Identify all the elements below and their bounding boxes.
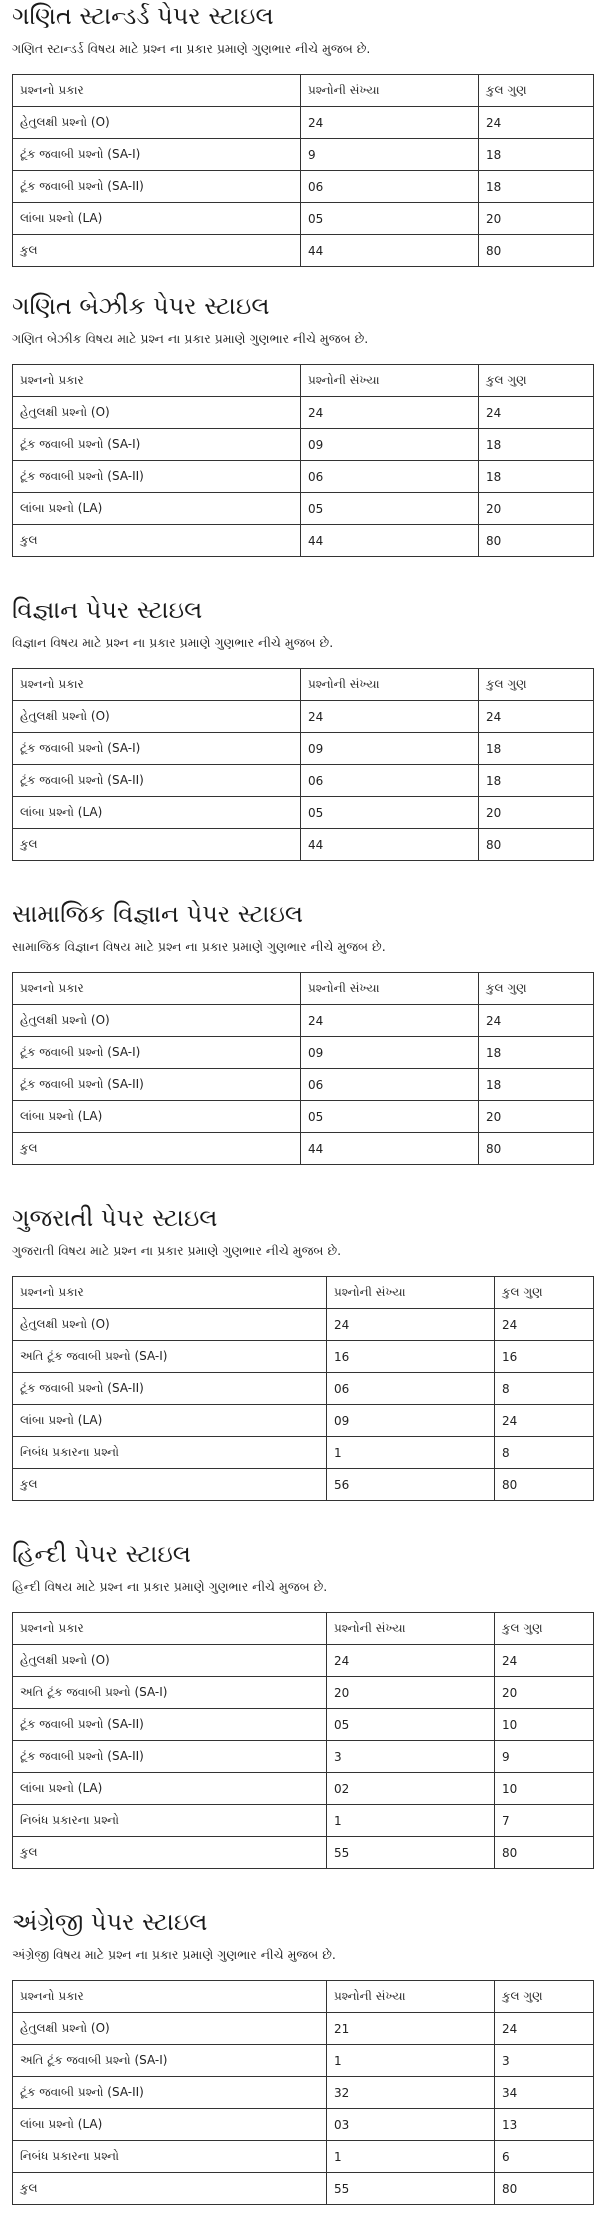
table-row (13, 1837, 594, 1869)
question-type-cell: લાંબા પ્રશ્નો (LA) (13, 1101, 301, 1133)
table-row (13, 797, 594, 829)
table-row (13, 733, 594, 765)
question-count-cell: 24 (301, 701, 479, 733)
total-marks-cell: 20 (479, 1101, 594, 1133)
question-count-cell: 06 (301, 461, 479, 493)
question-count-cell: 55 (327, 1837, 495, 1869)
table-row (13, 2077, 594, 2109)
question-count-cell: 21 (327, 2013, 495, 2045)
total-marks-cell: 10 (495, 1773, 594, 1805)
table-row (13, 1469, 594, 1501)
question-count-cell: 16 (327, 1341, 495, 1373)
table-row (13, 1373, 594, 1405)
table-row (13, 1741, 594, 1773)
question-type-cell: હેતુલક્ષી પ્રશ્નો (O) (13, 1309, 327, 1341)
question-type-cell: ટૂંક જવાબી પ્રશ્નો (SA-II) (13, 461, 301, 493)
question-type-cell: ટૂંક જવાબી પ્રશ્નો (SA-I) (13, 139, 301, 171)
total-marks-cell: 18 (479, 171, 594, 203)
paper-style-section (12, 290, 590, 586)
question-count-cell: 1 (327, 1805, 495, 1837)
section-description: અંગ્રેજી વિષય માટે પ્રશ્ન ના પ્રકાર પ્રમાણે ગુણભાર નીચે મુજબ છે. (12, 1947, 336, 1962)
question-count-cell: 44 (301, 525, 479, 557)
question-count-cell: 05 (301, 493, 479, 525)
total-marks-cell: 80 (495, 2173, 594, 2205)
question-type-cell: લાંબા પ્રશ્નો (LA) (13, 1405, 327, 1437)
total-marks-cell: 16 (495, 1341, 594, 1373)
question-type-cell: અતિ ટૂંક જવાબી પ્રશ્નો (SA-I) (13, 2045, 327, 2077)
table-row (13, 171, 594, 203)
question-count-cell: 1 (327, 2045, 495, 2077)
table-row (13, 397, 594, 429)
question-type-cell: કુલ (13, 1133, 301, 1165)
table-row (13, 107, 594, 139)
question-count-cell: 24 (301, 107, 479, 139)
question-count-cell: 05 (327, 1709, 495, 1741)
total-marks-cell: 10 (495, 1709, 594, 1741)
table-row (13, 1437, 594, 1469)
question-type-cell: નિબંધ પ્રકારના પ્રશ્નો (13, 1805, 327, 1837)
total-marks-cell: 24 (479, 397, 594, 429)
table-row (13, 1773, 594, 1805)
table-row (13, 2013, 594, 2045)
question-count-cell: 44 (301, 829, 479, 861)
section-title: ગણિત બેઝીક પેપર સ્ટાઇલ (12, 292, 270, 320)
marks-table (12, 1276, 594, 1501)
question-count-cell: 06 (327, 1373, 495, 1405)
section-title: અંગ્રેજી પેપર સ્ટાઇલ (12, 1908, 208, 1936)
question-type-cell: હેતુલક્ષી પ્રશ્નો (O) (13, 2013, 327, 2045)
question-type-cell: ટૂંક જવાબી પ્રશ્નો (SA-II) (13, 171, 301, 203)
marks-table (12, 1612, 594, 1869)
table-row (13, 493, 594, 525)
section-description: હિન્દી વિષય માટે પ્રશ્ન ના પ્રકાર પ્રમાણે ગુણભાર નીચે મુજબ છે. (12, 1579, 328, 1594)
table-row (13, 1645, 594, 1677)
question-count-cell: 55 (327, 2173, 495, 2205)
marks-table (12, 74, 594, 267)
table-row (13, 1069, 594, 1101)
total-marks-cell: 34 (495, 2077, 594, 2109)
column-header: પ્રશ્નોની સંખ્યા (301, 365, 479, 397)
table-row (13, 2141, 594, 2173)
table-row (13, 1341, 594, 1373)
paper-style-section (12, 898, 590, 1194)
total-marks-cell: 24 (495, 1309, 594, 1341)
column-header: પ્રશ્નોની સંખ્યા (327, 1277, 495, 1309)
question-type-cell: હેતુલક્ષી પ્રશ્નો (O) (13, 107, 301, 139)
marks-table (12, 668, 594, 861)
total-marks-cell: 20 (479, 203, 594, 235)
column-header: પ્રશ્નનો પ્રકાર (13, 75, 301, 107)
column-header: પ્રશ્નોની સંખ્યા (301, 973, 479, 1005)
question-type-cell: હેતુલક્ષી પ્રશ્નો (O) (13, 397, 301, 429)
question-count-cell: 09 (327, 1405, 495, 1437)
question-type-cell: ટૂંક જવાબી પ્રશ્નો (SA-II) (13, 1709, 327, 1741)
total-marks-cell: 18 (479, 139, 594, 171)
column-header: પ્રશ્નોની સંખ્યા (301, 669, 479, 701)
question-count-cell: 56 (327, 1469, 495, 1501)
question-type-cell: ટૂંક જવાબી પ્રશ્નો (SA-I) (13, 733, 301, 765)
question-type-cell: લાંબા પ્રશ્નો (LA) (13, 2109, 327, 2141)
paper-style-section (12, 1538, 590, 1898)
total-marks-cell: 7 (495, 1805, 594, 1837)
question-type-cell: ટૂંક જવાબી પ્રશ્નો (SA-I) (13, 429, 301, 461)
total-marks-cell: 20 (495, 1677, 594, 1709)
question-type-cell: હેતુલક્ષી પ્રશ્નો (O) (13, 1005, 301, 1037)
table-row (13, 525, 594, 557)
question-count-cell: 05 (301, 1101, 479, 1133)
column-header: પ્રશ્નોની સંખ્યા (327, 1613, 495, 1645)
column-header: પ્રશ્નનો પ્રકાર (13, 669, 301, 701)
column-header: પ્રશ્નનો પ્રકાર (13, 973, 301, 1005)
paper-style-section (12, 1906, 590, 2234)
table-header-row (13, 1613, 594, 1645)
question-type-cell: ટૂંક જવાબી પ્રશ્નો (SA-II) (13, 2077, 327, 2109)
question-count-cell: 1 (327, 2141, 495, 2173)
column-header: કુલ ગુણ (479, 973, 594, 1005)
total-marks-cell: 13 (495, 2109, 594, 2141)
section-title: સામાજિક વિજ્ઞાન પેપર સ્ટાઇલ (12, 900, 304, 928)
table-header-row (13, 75, 594, 107)
table-row (13, 1101, 594, 1133)
question-type-cell: નિબંધ પ્રકારના પ્રશ્નો (13, 2141, 327, 2173)
question-count-cell: 06 (301, 765, 479, 797)
column-header: કુલ ગુણ (479, 669, 594, 701)
section-description: ગુજરાતી વિષય માટે પ્રશ્ન ના પ્રકાર પ્રમાણે ગુણભાર નીચે મુજબ છે. (12, 1243, 342, 1258)
table-row (13, 701, 594, 733)
section-title: ગુજરાતી પેપર સ્ટાઇલ (12, 1204, 218, 1232)
total-marks-cell: 18 (479, 765, 594, 797)
question-count-cell: 1 (327, 1437, 495, 1469)
table-header-row (13, 365, 594, 397)
total-marks-cell: 20 (479, 493, 594, 525)
question-count-cell: 05 (301, 203, 479, 235)
total-marks-cell: 24 (495, 2013, 594, 2045)
question-type-cell: કુલ (13, 829, 301, 861)
table-row (13, 235, 594, 267)
question-type-cell: કુલ (13, 235, 301, 267)
total-marks-cell: 18 (479, 1037, 594, 1069)
question-type-cell: અતિ ટૂંક જવાબી પ્રશ્નો (SA-I) (13, 1677, 327, 1709)
total-marks-cell: 18 (479, 429, 594, 461)
question-count-cell: 24 (327, 1309, 495, 1341)
total-marks-cell: 80 (495, 1469, 594, 1501)
question-type-cell: નિબંધ પ્રકારના પ્રશ્નો (13, 1437, 327, 1469)
question-type-cell: ટૂંક જવાબી પ્રશ્નો (SA-I) (13, 1037, 301, 1069)
question-type-cell: ટૂંક જવાબી પ્રશ્નો (SA-II) (13, 1373, 327, 1405)
section-title: વિજ્ઞાન પેપર સ્ટાઇલ (12, 596, 203, 624)
question-count-cell: 9 (301, 139, 479, 171)
question-type-cell: ટૂંક જવાબી પ્રશ્નો (SA-II) (13, 765, 301, 797)
total-marks-cell: 24 (479, 1005, 594, 1037)
table-header-row (13, 1981, 594, 2013)
total-marks-cell: 3 (495, 2045, 594, 2077)
column-header: પ્રશ્નનો પ્રકાર (13, 365, 301, 397)
table-row (13, 1133, 594, 1165)
question-count-cell: 09 (301, 733, 479, 765)
table-row (13, 1005, 594, 1037)
question-type-cell: ટૂંક જવાબી પ્રશ્નો (SA-II) (13, 1741, 327, 1773)
table-row (13, 2109, 594, 2141)
table-header-row (13, 669, 594, 701)
total-marks-cell: 24 (479, 107, 594, 139)
table-row (13, 2045, 594, 2077)
column-header: પ્રશ્નનો પ્રકાર (13, 1613, 327, 1645)
question-count-cell: 03 (327, 2109, 495, 2141)
table-row (13, 1405, 594, 1437)
column-header: કુલ ગુણ (479, 75, 594, 107)
section-description: વિજ્ઞાન વિષય માટે પ્રશ્ન ના પ્રકાર પ્રમાણે ગુણભાર નીચે મુજબ છે. (12, 635, 334, 650)
question-count-cell: 06 (301, 1069, 479, 1101)
question-count-cell: 24 (301, 397, 479, 429)
question-count-cell: 06 (301, 171, 479, 203)
question-type-cell: લાંબા પ્રશ્નો (LA) (13, 797, 301, 829)
table-row (13, 1709, 594, 1741)
section-description: ગણિત સ્ટાન્ડર્ડ વિષય માટે પ્રશ્ન ના પ્રકાર પ્રમાણે ગુણભાર નીચે મુજબ છે. (12, 41, 371, 56)
question-type-cell: લાંબા પ્રશ્નો (LA) (13, 203, 301, 235)
section-title: ગણિત સ્ટાન્ડર્ડ પેપર સ્ટાઇલ (12, 2, 274, 30)
total-marks-cell: 80 (495, 1837, 594, 1869)
total-marks-cell: 18 (479, 733, 594, 765)
table-row (13, 429, 594, 461)
marks-table (12, 1980, 594, 2205)
question-type-cell: કુલ (13, 1469, 327, 1501)
total-marks-cell: 20 (479, 797, 594, 829)
column-header: પ્રશ્નનો પ્રકાર (13, 1981, 327, 2013)
column-header: પ્રશ્નોની સંખ્યા (327, 1981, 495, 2013)
table-row (13, 1677, 594, 1709)
total-marks-cell: 24 (479, 701, 594, 733)
total-marks-cell: 80 (479, 829, 594, 861)
total-marks-cell: 80 (479, 235, 594, 267)
column-header: પ્રશ્નોની સંખ્યા (301, 75, 479, 107)
question-type-cell: લાંબા પ્રશ્નો (LA) (13, 493, 301, 525)
section-description: ગણિત બેઝીક વિષય માટે પ્રશ્ન ના પ્રકાર પ્રમાણે ગુણભાર નીચે મુજબ છે. (12, 331, 369, 346)
question-type-cell: લાંબા પ્રશ્નો (LA) (13, 1773, 327, 1805)
question-count-cell: 02 (327, 1773, 495, 1805)
question-type-cell: હેતુલક્ષી પ્રશ્નો (O) (13, 701, 301, 733)
question-count-cell: 3 (327, 1741, 495, 1773)
question-count-cell: 09 (301, 429, 479, 461)
question-type-cell: અતિ ટૂંક જવાબી પ્રશ્નો (SA-I) (13, 1341, 327, 1373)
question-count-cell: 20 (327, 1677, 495, 1709)
total-marks-cell: 80 (479, 525, 594, 557)
section-title: હિન્દી પેપર સ્ટાઇલ (12, 1540, 191, 1568)
question-type-cell: કુલ (13, 2173, 327, 2205)
column-header: કુલ ગુણ (495, 1277, 594, 1309)
table-header-row (13, 973, 594, 1005)
table-row (13, 203, 594, 235)
marks-table (12, 364, 594, 557)
question-count-cell: 09 (301, 1037, 479, 1069)
total-marks-cell: 6 (495, 2141, 594, 2173)
question-count-cell: 24 (301, 1005, 479, 1037)
question-type-cell: ટૂંક જવાબી પ્રશ્નો (SA-II) (13, 1069, 301, 1101)
question-type-cell: કુલ (13, 525, 301, 557)
total-marks-cell: 8 (495, 1437, 594, 1469)
question-count-cell: 24 (327, 1645, 495, 1677)
section-description: સામાજિક વિજ્ઞાન વિષય માટે પ્રશ્ન ના પ્રકાર પ્રમાણે ગુણભાર નીચે મુજબ છે. (12, 939, 386, 954)
table-header-row (13, 1277, 594, 1309)
marks-table (12, 972, 594, 1165)
table-row (13, 829, 594, 861)
column-header: કુલ ગુણ (495, 1981, 594, 2013)
table-row (13, 765, 594, 797)
table-row (13, 139, 594, 171)
question-type-cell: કુલ (13, 1837, 327, 1869)
total-marks-cell: 18 (479, 461, 594, 493)
column-header: કુલ ગુણ (479, 365, 594, 397)
total-marks-cell: 9 (495, 1741, 594, 1773)
question-count-cell: 05 (301, 797, 479, 829)
table-row (13, 1037, 594, 1069)
total-marks-cell: 24 (495, 1405, 594, 1437)
question-type-cell: હેતુલક્ષી પ્રશ્નો (O) (13, 1645, 327, 1677)
table-row (13, 461, 594, 493)
question-count-cell: 44 (301, 235, 479, 267)
question-count-cell: 32 (327, 2077, 495, 2109)
paper-style-section (12, 1202, 590, 1530)
paper-style-section (12, 594, 590, 890)
paper-style-section (12, 0, 590, 282)
column-header: કુલ ગુણ (495, 1613, 594, 1645)
total-marks-cell: 8 (495, 1373, 594, 1405)
total-marks-cell: 80 (479, 1133, 594, 1165)
question-count-cell: 44 (301, 1133, 479, 1165)
total-marks-cell: 24 (495, 1645, 594, 1677)
table-row (13, 1805, 594, 1837)
column-header: પ્રશ્નનો પ્રકાર (13, 1277, 327, 1309)
total-marks-cell: 18 (479, 1069, 594, 1101)
table-row (13, 2173, 594, 2205)
table-row (13, 1309, 594, 1341)
